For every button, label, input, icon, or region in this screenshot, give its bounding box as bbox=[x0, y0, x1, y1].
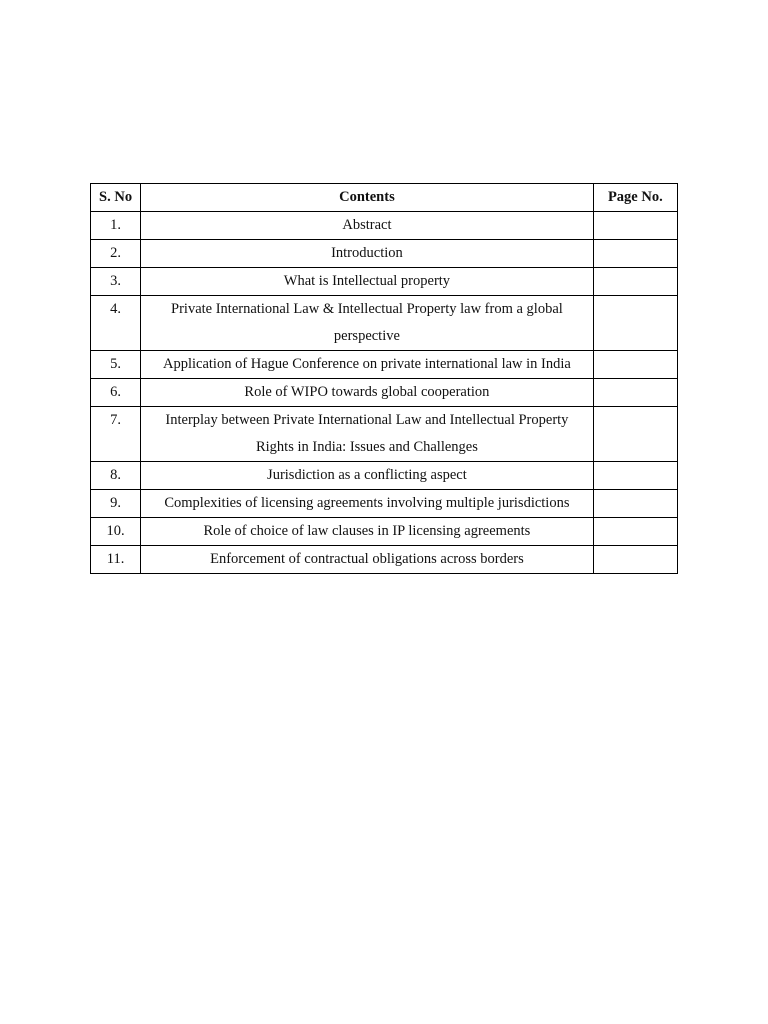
table-body bbox=[91, 212, 678, 574]
row-page-no bbox=[593, 490, 677, 518]
table-row bbox=[91, 518, 678, 546]
row-page-no bbox=[593, 212, 677, 240]
row-content: Private International Law & Intellectual Property law from a global perspective bbox=[141, 296, 594, 351]
table-row bbox=[91, 212, 678, 240]
table-row bbox=[91, 407, 678, 462]
row-sno: 3. bbox=[91, 268, 141, 296]
table-row bbox=[91, 379, 678, 407]
header-contents: Contents bbox=[141, 184, 594, 212]
header-row bbox=[91, 184, 678, 212]
row-content: Interplay between Private International Law and Intellectual Property Rights in India: Issues and Challenges bbox=[141, 407, 594, 462]
row-sno: 6. bbox=[91, 379, 141, 407]
row-content: What is Intellectual property bbox=[141, 268, 594, 296]
header-page-no: Page No. bbox=[593, 184, 677, 212]
row-page-no bbox=[593, 462, 677, 490]
row-page-no bbox=[593, 379, 677, 407]
row-sno: 1. bbox=[91, 212, 141, 240]
row-content: Role of choice of law clauses in IP licensing agreements bbox=[141, 518, 594, 546]
row-page-no bbox=[593, 240, 677, 268]
row-page-no bbox=[593, 268, 677, 296]
table-row bbox=[91, 546, 678, 574]
row-page-no bbox=[593, 407, 677, 462]
row-sno: 11. bbox=[91, 546, 141, 574]
table-row bbox=[91, 240, 678, 268]
header-sno: S. No bbox=[91, 184, 141, 212]
row-page-no bbox=[593, 351, 677, 379]
table-row bbox=[91, 462, 678, 490]
row-sno: 4. bbox=[91, 296, 141, 351]
table-header bbox=[91, 184, 678, 212]
row-content: Enforcement of contractual obligations across borders bbox=[141, 546, 594, 574]
row-page-no bbox=[593, 546, 677, 574]
table-row bbox=[91, 268, 678, 296]
row-content: Jurisdiction as a conflicting aspect bbox=[141, 462, 594, 490]
row-content: Complexities of licensing agreements involving multiple jurisdictions bbox=[141, 490, 594, 518]
row-sno: 9. bbox=[91, 490, 141, 518]
table-row bbox=[91, 351, 678, 379]
row-page-no bbox=[593, 296, 677, 351]
row-sno: 7. bbox=[91, 407, 141, 462]
row-content: Application of Hague Conference on private international law in India bbox=[141, 351, 594, 379]
row-page-no bbox=[593, 518, 677, 546]
row-sno: 10. bbox=[91, 518, 141, 546]
table-of-contents bbox=[90, 183, 678, 574]
row-content: Abstract bbox=[141, 212, 594, 240]
row-content: Role of WIPO towards global cooperation bbox=[141, 379, 594, 407]
row-sno: 2. bbox=[91, 240, 141, 268]
row-sno: 8. bbox=[91, 462, 141, 490]
row-content: Introduction bbox=[141, 240, 594, 268]
table-row bbox=[91, 490, 678, 518]
table-row bbox=[91, 296, 678, 351]
row-sno: 5. bbox=[91, 351, 141, 379]
